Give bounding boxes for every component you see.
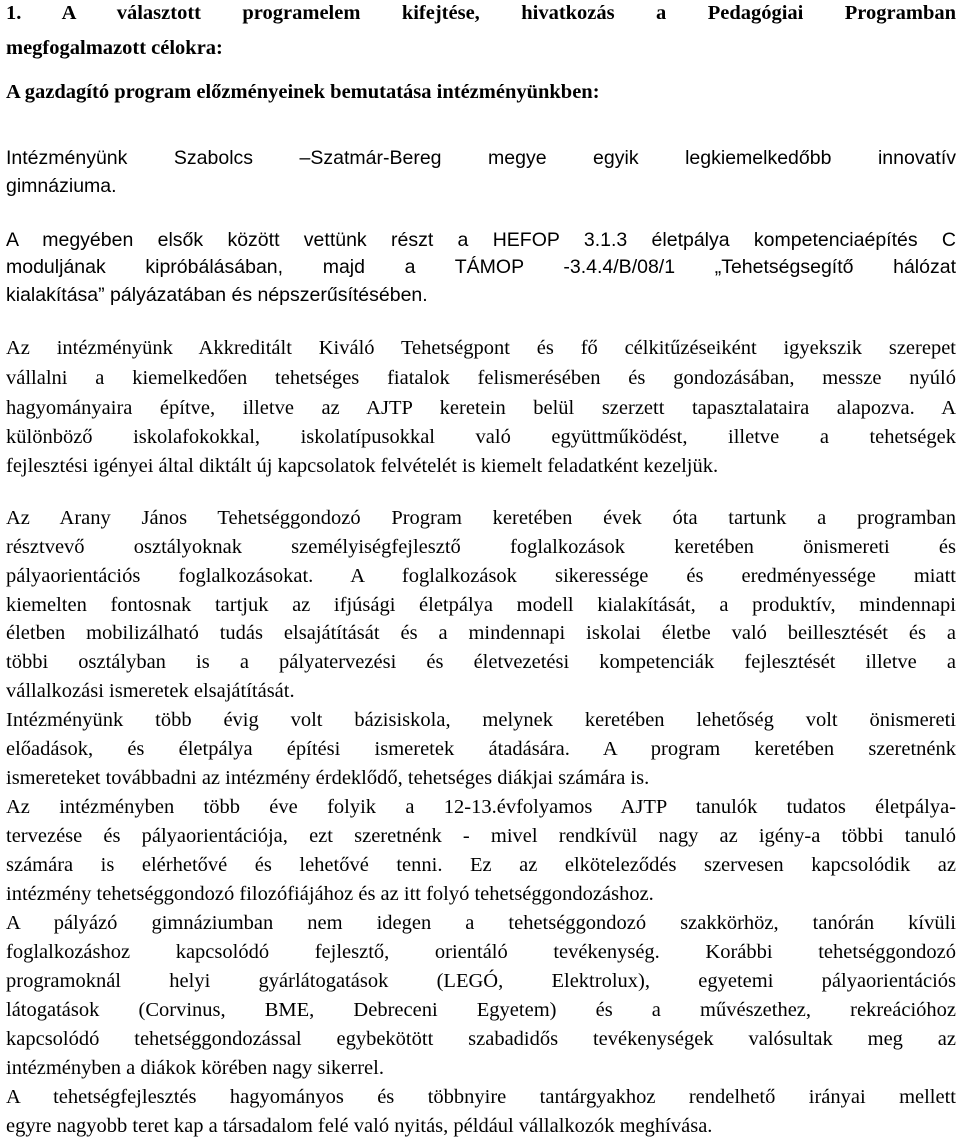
body-paragraph-line: többi osztályban is a pályatervezési és életvezetési kompetenciák fejlesztését illetve a bbox=[6, 651, 956, 673]
body-paragraph-line: hagyományaira építve, illetve az AJTP keretein belül szerzett tapasztalataira alapozva. A bbox=[6, 397, 956, 419]
body-paragraph-line: vállalni a kiemelkedően tehetséges fiatalok felismerésében és gondozásában, messze nyúló bbox=[6, 367, 956, 389]
intro-paragraph-line: gimnáziuma. bbox=[6, 175, 117, 197]
body-paragraph-line: látogatások (Corvinus, BME, Debreceni Egyetem) és a művészethez, rekreációhoz bbox=[6, 999, 956, 1021]
body-paragraph-line: egyre nagyobb teret kap a társadalom felé való nyitás, például vállalkozók meghívása. bbox=[6, 1115, 713, 1137]
body-paragraph-line: intézményben a diákok körében nagy sikerrel. bbox=[6, 1057, 384, 1079]
body-paragraph-line: vállalkozási ismeretek elsajátítását. bbox=[6, 680, 295, 702]
body-paragraph-line: ismereteket továbbadni az intézmény érdeklődő, tehetséges diákjai számára is. bbox=[6, 767, 650, 789]
body-paragraph-line: résztvevő osztályoknak személyiségfejlesztő foglalkozások keretében önismereti és bbox=[6, 536, 956, 558]
body-paragraph-line: kapcsolódó tehetséggondozással egybekötött szabadidős tevékenységek valósultak meg az bbox=[6, 1028, 956, 1050]
subsection-heading: A gazdagító program előzményeinek bemutatása intézményünkben: bbox=[6, 81, 600, 103]
body-paragraph-line: Az intézményünk Akkreditált Kiváló Tehetségpont és fő célkitűzéseiként igyekszik szerepet bbox=[6, 337, 956, 359]
body-paragraph-line: intézmény tehetséggondozó filozófiájához és az itt folyó tehetséggondozáshoz. bbox=[6, 883, 654, 905]
intro-paragraph-line: kialakítása” pályázatában és népszerűsítésében. bbox=[6, 284, 428, 306]
intro-paragraph-line: A megyében elsők között vettünk részt a HEFOP 3.1.3 életpálya kompetenciaépítés C bbox=[6, 229, 956, 251]
body-paragraph-line: Az intézményben több éve folyik a 12-13.évfolyamos AJTP tanulók tudatos életpálya- bbox=[6, 796, 956, 818]
body-paragraph-line: A pályázó gimnáziumban nem idegen a tehetséggondozó szakkörhöz, tanórán kívüli bbox=[6, 912, 956, 934]
body-paragraph-line: számára is elérhetővé és lehetővé tenni. Ez az elköteleződés szervesen kapcsolódik az bbox=[6, 854, 956, 876]
body-paragraph-line: Az Arany János Tehetséggondozó Program keretében évek óta tartunk a programban bbox=[6, 507, 956, 529]
body-paragraph-line: életben mobilizálható tudás elsajátítását és a mindennapi iskolai életbe való beillesztését és a bbox=[6, 622, 956, 644]
body-paragraph-line: fejlesztési igényei által diktált új kapcsolatok felvételét is kiemelt feladatként kezeljük. bbox=[6, 455, 719, 477]
body-paragraph-line: programoknál helyi gyárlátogatások (LEGÓ, Elektrolux), egyetemi pályaorientációs bbox=[6, 970, 956, 992]
body-paragraph-line: Intézményünk több évig volt bázisiskola, melynek keretében lehetőség volt önismereti bbox=[6, 709, 956, 731]
section-heading-line-1: 1. A választott programelem kifejtése, hivatkozás a Pedagógiai Programban bbox=[6, 2, 956, 24]
body-paragraph-line: kiemelten fontosnak tartjuk az ifjúsági életpálya modell kialakítását, a produktív, mindennapi bbox=[6, 594, 956, 616]
intro-paragraph-line: moduljának kipróbálásában, majd a TÁMOP -3.4.4/B/08/1 „Tehetségsegítő hálózat bbox=[6, 256, 956, 278]
body-paragraph-line: pályaorientációs foglalkozásokat. A foglalkozások sikeressége és eredményessége miatt bbox=[6, 565, 956, 587]
body-paragraph-line: különböző iskolafokokkal, iskolatípusokkal való együttműködést, illetve a tehetségek bbox=[6, 426, 956, 448]
section-heading-line-2: megfogalmazott célokra: bbox=[6, 37, 223, 59]
body-paragraph-line: tervezése és pályaorientációja, ezt szeretnénk - mivel rendkívül nagy az igény-a többi tanuló bbox=[6, 825, 956, 847]
body-paragraph-line: előadások, és életpálya építési ismeretek átadására. A program keretében szeretnénk bbox=[6, 738, 956, 760]
body-paragraph-line: foglalkozáshoz kapcsolódó fejlesztő, orientáló tevékenység. Korábbi tehetséggondozó bbox=[6, 941, 956, 963]
body-paragraph-line: A tehetségfejlesztés hagyományos és többnyire tantárgyakhoz rendelhető irányai mellett bbox=[6, 1086, 956, 1108]
intro-paragraph-line: Intézményünk Szabolcs –Szatmár-Bereg megye egyik legkiemelkedőbb innovatív bbox=[6, 147, 956, 169]
